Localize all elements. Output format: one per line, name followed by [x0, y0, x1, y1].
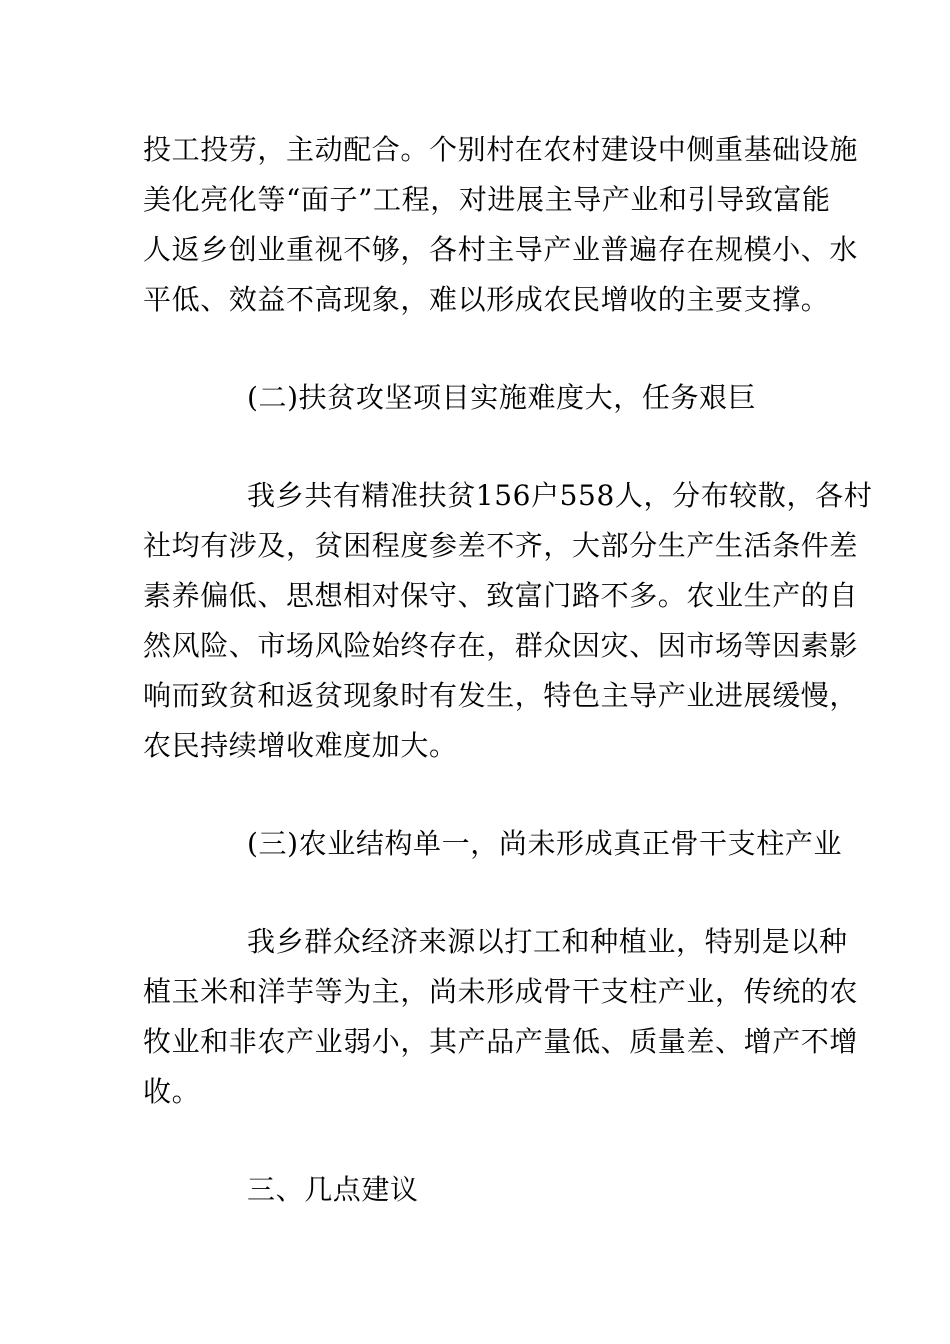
paragraph-line: 响而致贫和返贫现象时有发生，特色主导产业进展缓慢，	[143, 679, 859, 712]
paragraph-line: 我乡共有精准扶贫156户558人，分布较散，各村	[247, 479, 873, 512]
paragraph-line: 农民持续增收难度加大。	[143, 729, 458, 762]
section-heading-three: 三、几点建议	[247, 1173, 419, 1206]
section-heading-2: (二)扶贫攻坚项目实施难度大，任务艰巨	[247, 381, 757, 414]
paragraph-line: 投工投劳，主动配合。个别村在农村建设中侧重基础设施	[143, 133, 859, 166]
paragraph-line: 素养偏低、思想相对保守、致富门路不多。农业生产的自	[143, 579, 859, 612]
section-heading-3: (三)农业结构单一，尚未形成真正骨干支柱产业	[247, 827, 843, 860]
paragraph-line: 我乡群众经济来源以打工和种植业，特别是以种	[247, 925, 848, 958]
paragraph-line: 人返乡创业重视不够，各村主导产业普遍存在规模小、水	[143, 233, 859, 266]
paragraph-line: 牧业和非农产业弱小，其产品产量低、质量差、增产不增	[143, 1025, 859, 1058]
paragraph-line: 美化亮化等“面子”工程，对进展主导产业和引导致富能	[143, 183, 831, 216]
paragraph-line: 平低、效益不高现象，难以形成农民增收的主要支撑。	[143, 283, 830, 316]
paragraph-line: 然风险、市场风险始终存在，群众因灾、因市场等因素影	[143, 629, 859, 662]
paragraph-line: 社均有涉及，贫困程度参差不齐，大部分生产生活条件差	[143, 529, 859, 562]
paragraph-line: 植玉米和洋芋等为主，尚未形成骨干支柱产业，传统的农	[143, 975, 859, 1008]
paragraph-line: 收。	[143, 1075, 201, 1108]
